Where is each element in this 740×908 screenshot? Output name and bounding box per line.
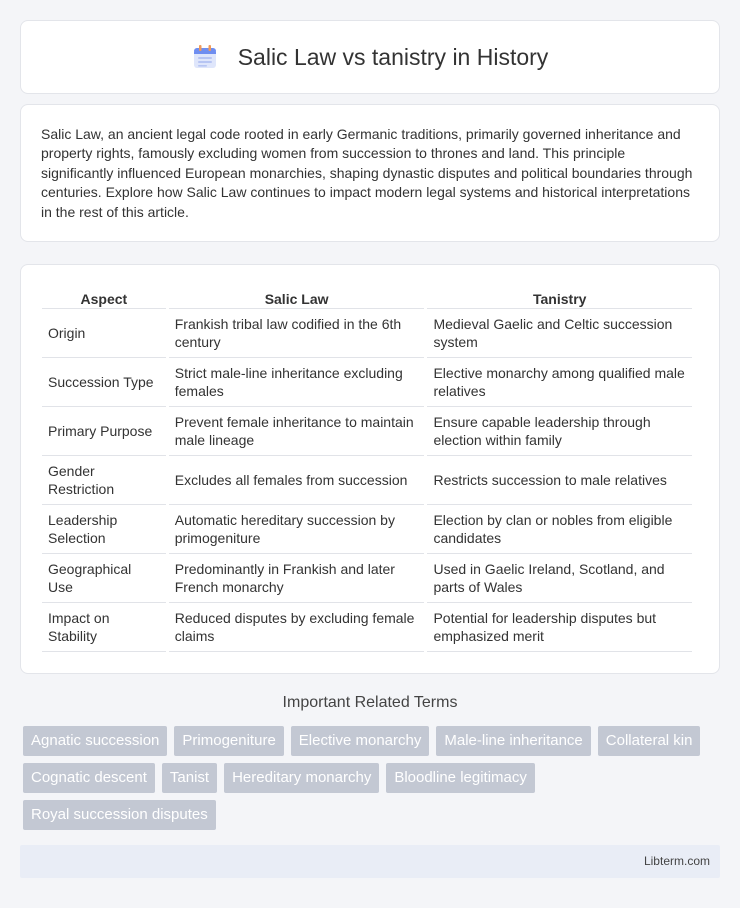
table-row — [42, 456, 692, 505]
table-cell: Primary Purpose — [42, 407, 166, 456]
table-cell: Strict male-line inheritance excluding females — [169, 358, 425, 407]
table-cell: Potential for leadership disputes but emphasized merit — [427, 603, 692, 652]
related-term-tag[interactable]: Male-line inheritance — [436, 726, 590, 756]
table-row — [42, 309, 692, 358]
table-row — [42, 505, 692, 554]
table-cell: Medieval Gaelic and Celtic succession system — [427, 309, 692, 358]
related-terms-list — [23, 726, 723, 837]
related-term-tag[interactable]: Collateral kin — [598, 726, 701, 756]
table-cell: Automatic hereditary succession by primogeniture — [169, 505, 425, 554]
table-row — [42, 358, 692, 407]
table-cell: Impact on Stability — [42, 603, 166, 652]
related-term-tag[interactable]: Tanist — [162, 763, 217, 793]
table-header-row — [42, 285, 692, 309]
related-term-tag[interactable]: Royal succession disputes — [23, 800, 216, 830]
column-header: Tanistry — [427, 285, 692, 309]
footer — [20, 845, 720, 878]
table-cell: Predominantly in Frankish and later French monarchy — [169, 554, 425, 603]
table-cell: Reduced disputes by excluding female claims — [169, 603, 425, 652]
table-cell: Succession Type — [42, 358, 166, 407]
table-cell: Prevent female inheritance to maintain male lineage — [169, 407, 425, 456]
column-header: Salic Law — [169, 285, 425, 309]
related-term-tag[interactable]: Cognatic descent — [23, 763, 155, 793]
column-header: Aspect — [42, 285, 166, 309]
header-card — [20, 20, 720, 94]
table-cell: Excludes all females from succession — [169, 456, 425, 505]
table-cell: Election by clan or nobles from eligible candidates — [427, 505, 692, 554]
intro-paragraph: Salic Law, an ancient legal code rooted in early Germanic traditions, primarily governed inheritance and property rights, famously excluding women from succession to thrones and land. This principle significantly influenced European monarchies, shaping dynastic disputes and political boundaries through centuries. Explore how Salic Law continues to impact modern legal systems and historical interpretations in the rest of this article. — [41, 126, 693, 220]
table-cell: Geographical Use — [42, 554, 166, 603]
related-term-tag[interactable]: Agnatic succession — [23, 726, 167, 756]
calendar-icon — [192, 44, 218, 70]
table-cell: Leadership Selection — [42, 505, 166, 554]
comparison-table — [39, 285, 695, 652]
table-cell: Restricts succession to male relatives — [427, 456, 692, 505]
table-row — [42, 603, 692, 652]
related-term-tag[interactable]: Bloodline legitimacy — [386, 763, 535, 793]
related-term-tag[interactable]: Elective monarchy — [291, 726, 430, 756]
table-cell: Used in Gaelic Ireland, Scotland, and parts of Wales — [427, 554, 692, 603]
table-cell: Gender Restriction — [42, 456, 166, 505]
table-cell: Ensure capable leadership through election within family — [427, 407, 692, 456]
table-cell: Elective monarchy among qualified male relatives — [427, 358, 692, 407]
page-title: Salic Law vs tanistry in History — [237, 43, 549, 70]
related-term-tag[interactable]: Hereditary monarchy — [224, 763, 379, 793]
comparison-card — [20, 264, 720, 674]
table-cell: Frankish tribal law codified in the 6th century — [169, 309, 425, 358]
related-term-tag[interactable]: Primogeniture — [174, 726, 283, 756]
intro-card — [20, 104, 720, 242]
footer-site-link[interactable]: Libterm.com — [643, 854, 710, 868]
related-terms-title: Important Related Terms — [282, 694, 458, 711]
table-cell: Origin — [42, 309, 166, 358]
table-row — [42, 407, 692, 456]
table-row — [42, 554, 692, 603]
